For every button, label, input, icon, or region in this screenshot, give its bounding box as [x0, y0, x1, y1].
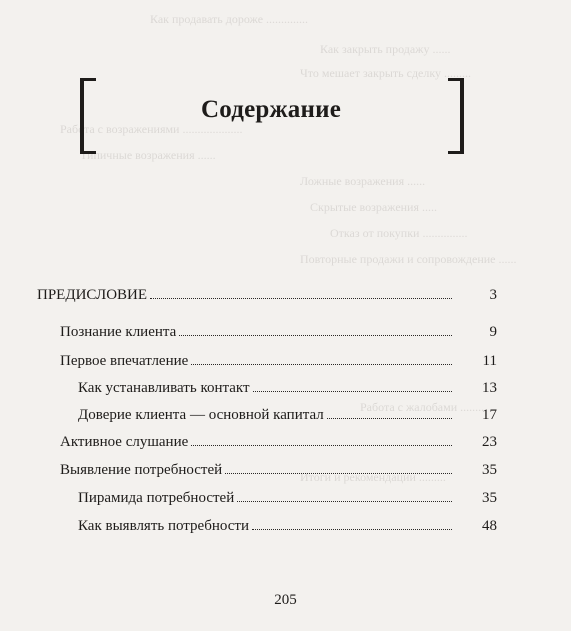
toc-entry-title: Доверие клиента — основной капитал: [78, 407, 324, 423]
toc-entry[interactable]: [60, 431, 497, 453]
contents-heading: Содержание: [200, 96, 341, 123]
toc-entry-title: Как выявлять потребности: [78, 518, 249, 534]
toc-entry-title: Активное слушание: [60, 434, 189, 450]
dot-leader: [327, 418, 452, 419]
dot-leader: [252, 529, 452, 530]
dot-leader: [253, 391, 452, 392]
toc-entry[interactable]: [60, 350, 497, 372]
toc-entry[interactable]: [78, 404, 497, 426]
toc-entry-page: 23: [482, 434, 497, 450]
toc-entry[interactable]: [60, 321, 497, 343]
dot-leader: [225, 473, 452, 474]
toc-entry-page: 13: [482, 380, 497, 396]
toc-entry-title: Пирамида потребностей: [78, 490, 235, 506]
toc-entry[interactable]: [78, 487, 497, 509]
toc-entry-page: 3: [489, 287, 497, 303]
toc-entry-title: Познание клиента: [60, 324, 177, 340]
toc-entry-title: Выявление потребностей: [60, 462, 223, 478]
toc-entry[interactable]: [37, 284, 497, 306]
toc-entry-page: 48: [482, 518, 497, 534]
toc-entry-title: ПРЕДИСЛОВИЕ: [37, 287, 148, 303]
toc-entry-page: 35: [482, 462, 497, 478]
toc-entry-page: 11: [482, 353, 497, 369]
toc-entry-page: 35: [482, 490, 497, 506]
dot-leader: [237, 501, 452, 502]
dot-leader: [191, 445, 452, 446]
toc-entry[interactable]: [60, 459, 497, 481]
toc-entry-title: Как устанавливать контакт: [78, 380, 250, 396]
page-number: 205: [274, 592, 297, 608]
toc-entry-page: 9: [489, 324, 497, 340]
toc-entry[interactable]: [78, 377, 497, 399]
toc-entry-page: 17: [482, 407, 497, 423]
dot-leader: [191, 364, 452, 365]
dot-leader: [150, 298, 452, 299]
dot-leader: [179, 335, 452, 336]
toc-entry-title: Первое впечатление: [60, 353, 189, 369]
toc-entry[interactable]: [78, 515, 497, 537]
